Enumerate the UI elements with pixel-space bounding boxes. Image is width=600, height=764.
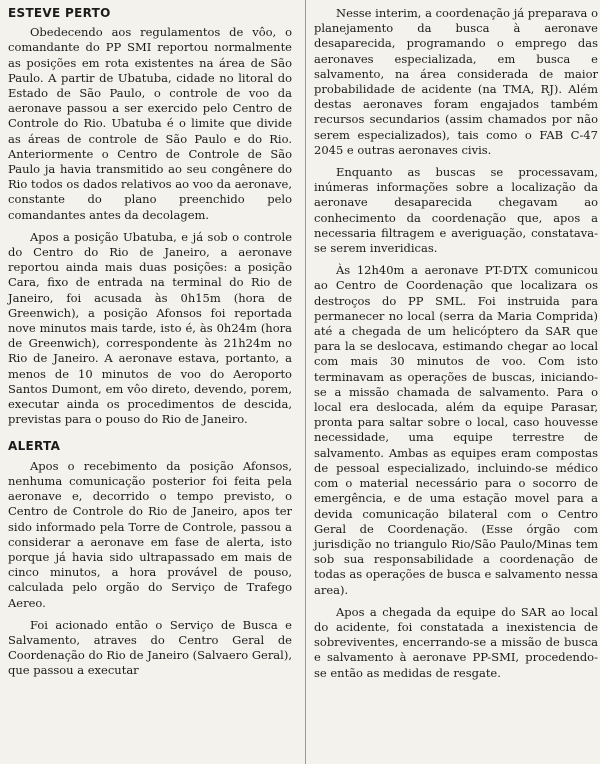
paragraph: Enquanto as buscas se processavam, inúmeras informações sobre a localização da aeronave desaparecida chegavam ao conhecimento da coordenação que, apos a necessaria filtragem e averiguação, constatava-se serem inveridicas.	[314, 165, 598, 256]
paragraph: Às 12h40m a aeronave PT-DTX comunicou ao Centro de Coordenação que localizara os destroços do PP SML. Foi instruida para permanecer no local (serra da Maria Comprida) até a chegada de um helicóptero da SAR que para la se deslocava, estimando chegar ao local com mais 30 minutos de voo. Com isto terminavam as operações de buscas, iniciando-se a missão chamada de salvamento. Para o local era deslocada, além da equipe Parasar, pronta para saltar sobre o local, caso houvesse necessidade, uma equipe terrestre de salvamento. Ambas as equipes eram compostas de pessoal especializado, incluindo-se médico com o material necessário para o socorro de emergência, e de uma estação movel para a devida comunicação bilateral com o Centro Geral de Coordenação. (Esse órgão com jurisdição no triangulo Rio/São Paulo/Minas tem sob sua responsabilidade a coordenação de todas as operações de busca e salvamento nessa area).	[314, 263, 598, 597]
left-column	[8, 6, 292, 686]
column-divider	[305, 0, 306, 764]
paragraph: Obedecendo aos regulamentos de vôo, o comandante do PP SMI reportou normalmente as posições em rota existentes na área de São Paulo. A partir de Ubatuba, cidade no litoral do Estado de São Paulo, o controle de voo da aeronave passou a ser exercido pelo Centro de Controle do Rio. Ubatuba é o limite que divide as áreas de controle de São Paulo e do Rio. Anteriormente o Centro de Controle de São Paulo ja havia transmitido ao seu congênere do Rio todos os dados relativos ao voo da aeronave, constante do plano preenchido pelo comandantes antes da decolagem.	[8, 25, 292, 222]
paragraph: Apos a posição Ubatuba, e já sob o controle do Centro do Rio de Janeiro, a aeronave reportou ainda mais duas posições: a posição Cara, fixo de entrada na terminal do Rio de Janeiro, foi acusada às 0h15m (hora de Greenwich), a posição Afonsos foi reportada nove minutos mais tarde, isto é, às 0h24m (hora de Greenwich), correspondente às 21h24m no Rio de Janeiro. A aeronave estava, portanto, a menos de 10 minutos de voo do Aeroporto Santos Dumont, em vôo direto, devendo, porem, executar ainda os procedimentos de descida, previstas para o pouso do Rio de Janeiro.	[8, 229, 292, 427]
section-heading-alerta: ALERTA	[8, 439, 61, 454]
section-heading-esteve-perto: ESTEVE PERTO	[8, 6, 111, 20]
paragraph: Apos o recebimento da posição Afonsos, nenhuma comunicação posterior foi feita pela aeronave e, decorrido o tempo previsto, o Centro de Controle do Rio de Janeiro, apos ter sido informado pela Torre de Controle, passou a considerar a aeronave em fase de alerta, isto porque já havia sido ultrapassado em mais de cinco minutos, a hora provável de pouso, calculada pelo orgão do Serviço de Trafego Aereo.	[8, 458, 292, 610]
right-column	[314, 6, 598, 688]
paragraph: Apos a chegada da equipe do SAR ao local do acidente, foi constatada a inexistencia de sobreviventes, encerrando-se a missão de busca e salvamento à aeronave PP-SMI, procedendo-se então as medidas de resgate.	[314, 604, 598, 680]
paragraph: Foi acionado então o Serviço de Busca e Salvamento, atraves do Centro Geral de Coordenação do Rio de Janeiro (Salvaero Geral), que passou a executar	[8, 617, 292, 678]
paragraph: Nesse interim, a coordenação já preparava o planejamento da busca à aeronave desaparecida, programando o emprego das aeronaves especializada, em busca e salvamento, na área considerada de maior probabilidade de acidente (na TMA, RJ). Além destas aeronaves foram engajados também recursos secundarios (assim chamados por não serem especializados), tais como o FAB C-47 2045 e outras aeronaves civis.	[314, 6, 598, 157]
